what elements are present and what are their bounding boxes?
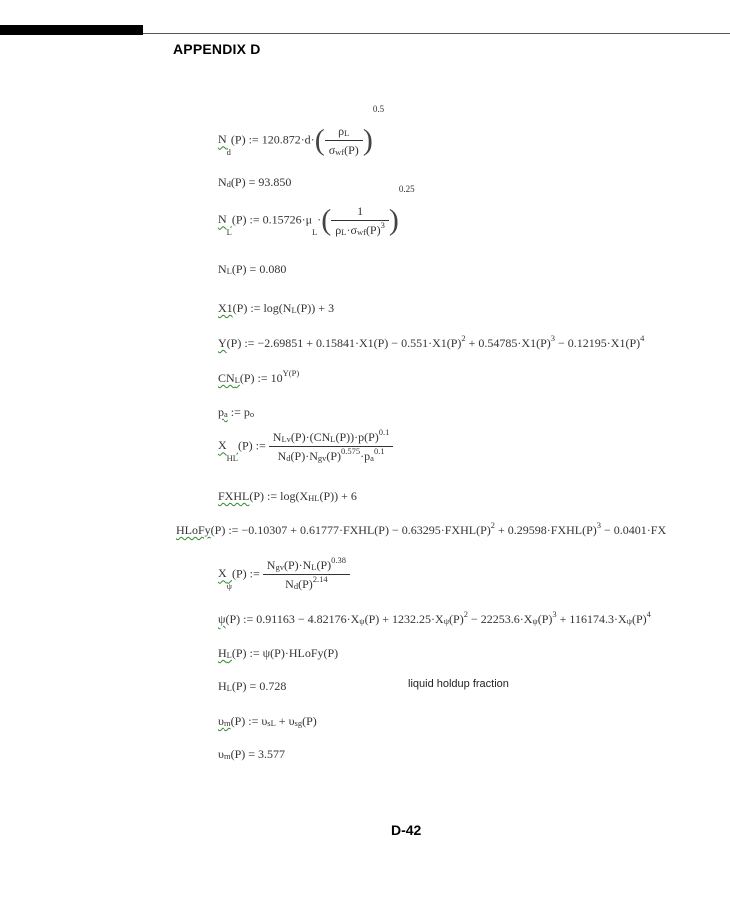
equation-x1: X1(P) := $\log(N_L(P)) + 3$ (218, 301, 335, 315)
equation-nl-definition: $N_L(P)$ := $0.15726\cdot\mu_L\cdot$( $\frac{1}{\rho_L\cdot\sigma_{wf}(P)^3}$ )$^{0.25}$ (218, 184, 415, 237)
equation-cnl: $CN_L(P)$ := $10^{Y(P)}$ (218, 368, 300, 385)
result-hl: $H_L(P) = 0.728$ (218, 679, 287, 693)
result-vm: $\upsilon_m(P) = 3.577$ (218, 747, 286, 761)
equation-nd-definition: $N_d(P)$ := 120.872·d·( $\frac{\rho_L}{\sigma_{wf}(P)}$ )$^{0.5}$ (218, 104, 385, 157)
note-liquid-holdup: liquid holdup fraction (408, 678, 509, 690)
equation-pa: $p_a$ := $p_o$ (218, 405, 255, 419)
header-rule (143, 33, 730, 34)
equation-hlofy: HLoFy(P) := −0.10307 + 0.61777·FXHL(P) − $0.63295\cdot FXHL(P)^2$ + $0.29598\cdot FXHL(P)^3 - 0.0401\cdot FX$ (176, 520, 667, 537)
equation-hl: $H_L(P)$ := ψ(P)·HLoFy(P) (218, 646, 339, 660)
equation-xhl: $X_{HL}(P)$ := $\frac{N_{Lv}(P)\cdot(CN_L(P))\cdot p(P)^{0.1}}{N_d(P)\cdot N_{gv}(P)^{0.575}\cdot p_a^{0.1}}$ (218, 430, 393, 463)
equation-fxhl: FXHL(P) := $\log(X_{HL}(P)) + 6$ (218, 489, 357, 503)
equation-vm: $\upsilon_m(P)$ := $\upsilon_{sL} + \upsilon_{sg}(P)$ (218, 714, 317, 728)
page-number: D-42 (391, 822, 422, 838)
header-bar (0, 25, 143, 35)
equation-psi: ψ(P) := $0.91163 - 4.82176\cdot X_\psi(P) + 1232.25\cdot X_\psi(P)^2 - 22253.6\cdot X_\psi(P)^3 + 116174.3\cdot X_\psi(P)^4$ (218, 609, 651, 626)
result-nd: $N_d(P) = 93.850$ (218, 175, 292, 189)
equation-y: Y(P) := $-2.69851 + 0.15841\cdot X1(P) - 0.551\cdot X1(P)^2 + 0.54785\cdot X1(P)^3 - 0.12195\cdot X1(P)^4$ (218, 333, 645, 350)
result-nl: $N_L(P) = 0.080$ (218, 262, 287, 276)
equation-xpsi: $X_\psi(P)$ := $\frac{N_{gv}(P)\cdot N_L(P)^{0.38}}{N_d(P)^{2.14}}$ (218, 558, 350, 591)
section-title: APPENDIX D (173, 41, 261, 57)
